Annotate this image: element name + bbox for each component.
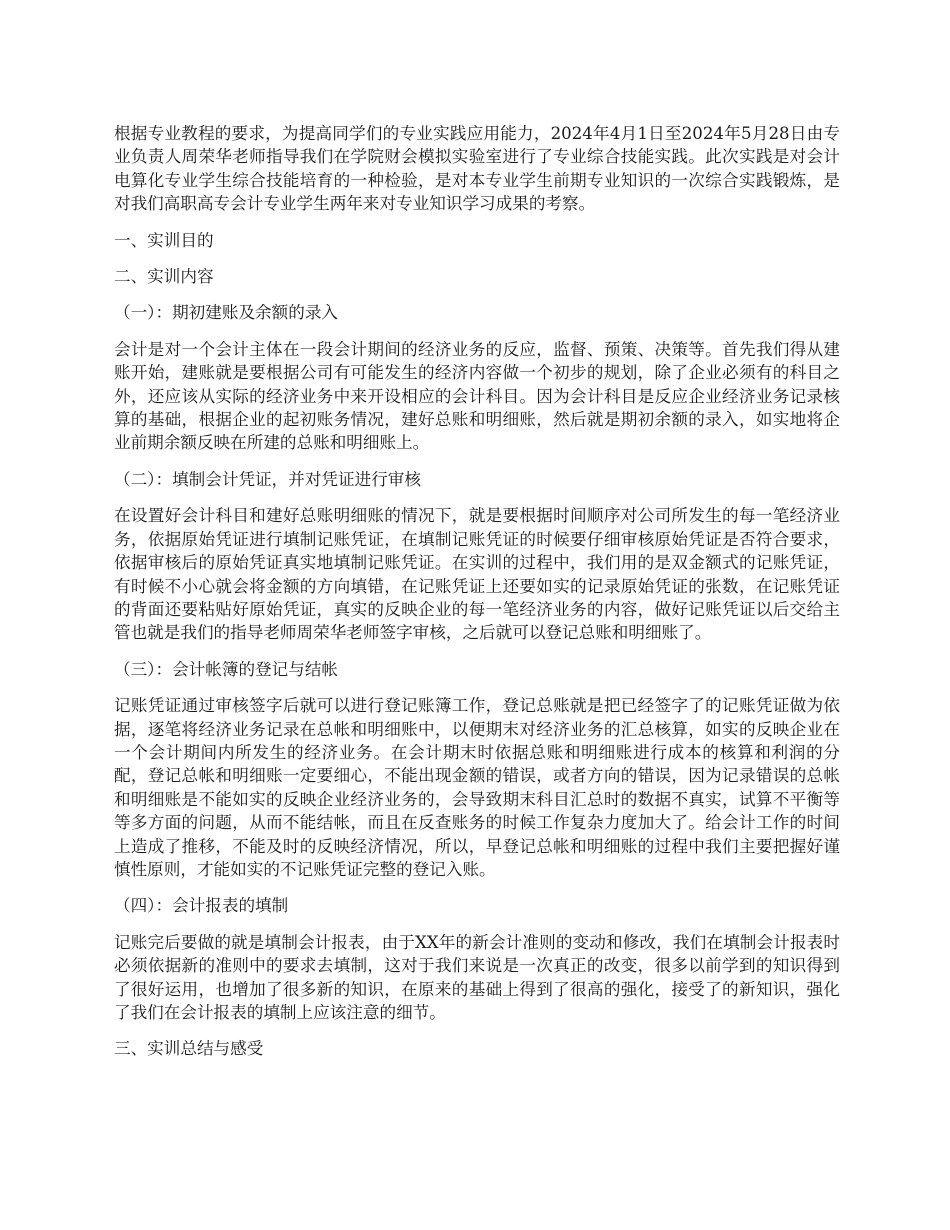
paragraph-vouchers: 在设置好会计科目和建好总账明细账的情况下，就是要根据时间顺序对公司所发生的每一笔经济业务，依据原始凭证进行填制记账凭证，在填制记账凭证的时候要仔细审核原始凭证是否符合要求，依据审核后的原始凭证真实地填制记账凭证。在实训的过程中，我们用的是双金额式的记账凭证，有时候不小心就会将金额的方向填错，在记账凭证上还要如实的记录原始凭证的张数，在记账凭证的背面还要粘贴好原始凭证，真实的反映企业的每一笔经济业务的内容，做好记账凭证以后交给主管也就是我们的指导老师周荣华老师签字审核，之后就可以登记总账和明细账了。 [114, 506, 840, 643]
intro-paragraph: 根据专业教程的要求，为提高同学们的专业实践应用能力，2024年4月1日至2024年5月28日由专业负责人周荣华老师指导我们在学院财会模拟实验室进行了专业综合技能实践。此次实践是对会计电算化专业学生综合技能培育的一种检验，是对本专业学生前期专业知识的一次综合实践锻炼，是对我们高职高专会计专业学生两年来对专业知识学习成果的考察。 [114, 124, 840, 214]
section-heading-purpose: 一、实训目的 [114, 230, 214, 250]
subheading-vouchers: （二）：填制会计凭证，并对凭证进行审核 [114, 469, 421, 489]
subheading-ledgers: （三）：会计帐簿的登记与结帐 [114, 659, 339, 679]
paragraph-ledgers: 记账凭证通过审核签字后就可以进行登记账簿工作，登记总账就是把已经签字了的记账凭证做为依据，逐笔将经济业务记录在总帐和明细账中，以便期末对经济业务的汇总核算，如实的反映企业在一个会计期间内所发生的经济业务。在会计期末时依据总账和明细账进行成本的核算和利润的分配，登记总帐和明细账一定要细心，不能出现金额的错误，或者方向的错误，因为记录错误的总帐和明细账是不能如实的反映企业经济业务的，会导致期末科目汇总时的数据不真实，试算不平衡等等多方面的问题，从而不能结帐，而且在反查账务的时候工作复杂力度加大了。给会计工作的时间上造成了推移，不能及时的反映经济情况，所以，早登记总帐和明细账的过程中我们主要把握好谨慎性原则，才能如实的不记账凭证完整的登记入账。 [114, 696, 840, 879]
subheading-opening-accounts: （一）：期初建账及余额的录入 [114, 303, 339, 323]
paragraph-opening-accounts: 会计是对一个会计主体在一段会计期间的经济业务的反应，监督、预策、决策等。首先我们得从建账开始，建账就是要根据公司有可能发生的经济内容做一个初步的规划，除了企业必须有的科目之外，还应该从实际的经济业务中来开设相应的会计科目。因为会计科目是反应企业经济业务记录核算的基础，根据企业的起初账务情况，建好总账和明细账，然后就是期初余额的录入，如实地将企业前期余额反映在所建的总账和明细账上。 [114, 339, 840, 453]
document-body [114, 122, 840, 1074]
paragraph-reports: 记账完后要做的就是填制会计报表，由于XX年的新会计准则的变动和修改，我们在填制会计报表时必须依据新的准则中的要求去填制，这对于我们来说是一次真正的改变，很多以前学到的知识得到了很好运用，也增加了很多新的知识，在原来的基础上得到了很高的强化，接受了的新知识，强化了我们在会计报表的填制上应该注意的细节。 [114, 932, 840, 1022]
section-heading-content: 二、实训内容 [114, 267, 214, 287]
subheading-reports: （四）：会计报表的填制 [114, 896, 289, 916]
section-heading-summary: 三、实训总结与感受 [114, 1039, 264, 1059]
